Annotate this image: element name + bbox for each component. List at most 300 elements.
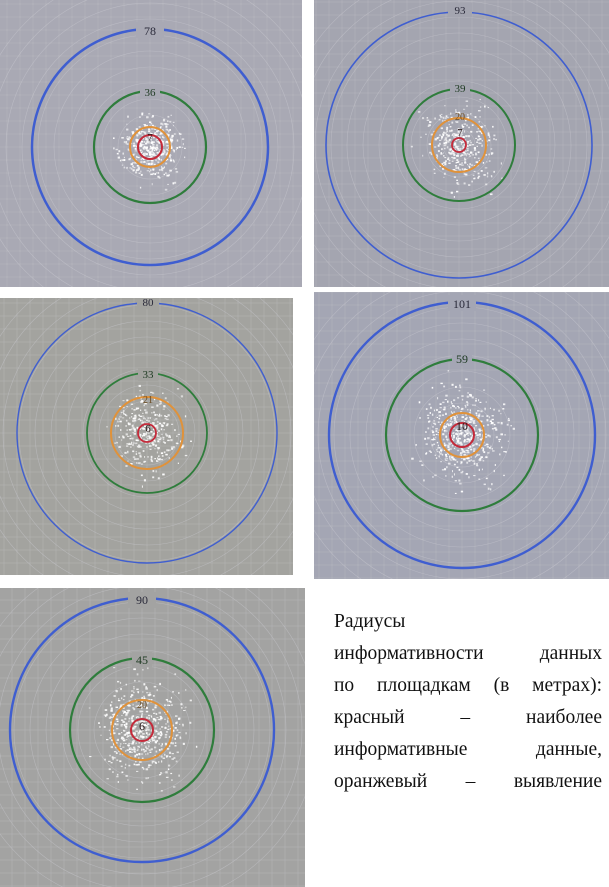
scatter-point — [129, 735, 132, 737]
scatter-point — [160, 415, 162, 417]
scatter-point — [470, 131, 472, 132]
scatter-point — [476, 414, 477, 416]
scatter-point — [465, 414, 467, 415]
scatter-point — [157, 152, 158, 154]
scatter-point — [114, 723, 116, 725]
scatter-point — [452, 161, 454, 162]
scatter-point — [133, 456, 135, 458]
scatter-point — [132, 444, 133, 446]
scatter-point — [123, 743, 124, 744]
scatter-point — [141, 749, 142, 751]
scatter-point — [491, 422, 494, 424]
scatter-point — [452, 153, 455, 155]
scatter-point — [157, 428, 159, 430]
scatter-point — [164, 429, 165, 430]
scatter-point — [145, 412, 148, 414]
caption — [334, 606, 602, 798]
scatter-point — [447, 146, 449, 148]
scatter-point — [139, 126, 141, 128]
scatter-point — [145, 753, 146, 755]
scatter-point — [479, 430, 482, 431]
scatter-point — [430, 407, 432, 409]
scatter-point — [436, 434, 438, 435]
scatter-point — [129, 136, 130, 137]
scatter-point — [461, 452, 462, 454]
scatter-point — [145, 688, 148, 690]
caption-line: информативности данных — [334, 643, 602, 664]
scatter-point — [454, 406, 456, 408]
scatter-point — [134, 728, 135, 729]
scatter-point — [142, 413, 143, 414]
scatter-point — [137, 733, 138, 735]
scatter-point — [133, 143, 135, 145]
scatter-point — [152, 169, 154, 171]
scatter-point — [159, 414, 160, 416]
scatter-point — [133, 418, 135, 420]
scatter-point — [471, 446, 472, 448]
scatter-point — [142, 733, 145, 734]
scatter-point — [130, 747, 132, 748]
scatter-point — [480, 439, 481, 441]
scatter-point — [473, 475, 475, 476]
scatter-point — [157, 148, 158, 150]
scatter-point — [469, 394, 472, 395]
scatter-point — [490, 408, 491, 409]
scatter-point — [434, 410, 435, 412]
scatter-point — [112, 756, 114, 758]
scatter-point — [137, 440, 139, 442]
scatter-point — [478, 415, 481, 417]
scatter-point — [127, 429, 128, 431]
scatter-point — [161, 760, 162, 762]
scatter-point — [432, 430, 433, 432]
scatter-point — [170, 773, 172, 774]
scatter-point — [485, 456, 487, 458]
scatter-point — [147, 438, 149, 440]
scatter-point — [498, 439, 501, 440]
scatter-point — [131, 438, 133, 440]
scatter-point — [160, 772, 162, 773]
scatter-point — [455, 165, 457, 167]
scatter-point — [437, 397, 438, 399]
scatter-point — [156, 149, 157, 150]
scatter-point — [138, 692, 139, 694]
scatter-point — [511, 425, 512, 426]
scatter-point — [429, 404, 431, 406]
scatter-point — [441, 148, 443, 150]
scatter-point — [170, 158, 172, 159]
scatter-point — [448, 135, 450, 137]
scatter-point — [154, 458, 156, 459]
scatter-point — [478, 440, 479, 441]
scatter-point — [453, 133, 456, 134]
scatter-point — [439, 134, 441, 136]
scatter-point — [164, 152, 166, 153]
scatter-point — [127, 461, 128, 462]
scatter-point — [426, 443, 428, 445]
scatter-point — [474, 150, 476, 151]
scatter-point — [146, 768, 149, 770]
scatter-point — [167, 423, 169, 424]
scatter-point — [440, 453, 442, 455]
scatter-point — [427, 427, 429, 429]
scatter-point — [162, 136, 163, 138]
scatter-point — [445, 456, 447, 458]
scatter-point — [146, 692, 148, 693]
scatter-point — [435, 455, 436, 456]
scatter-point — [142, 416, 144, 417]
scatter-point — [171, 115, 172, 116]
scatter-point — [122, 417, 124, 418]
scatter-point — [143, 148, 146, 149]
scatter-point — [163, 120, 165, 122]
scatter-point — [131, 690, 134, 691]
scatter-point — [488, 134, 490, 136]
scatter-point — [474, 171, 476, 172]
scatter-point — [466, 473, 468, 475]
scatter-point — [171, 780, 173, 781]
scatter-point — [434, 118, 435, 120]
scatter-point — [138, 753, 140, 755]
scatter-point — [147, 150, 149, 152]
scatter-point — [153, 423, 154, 424]
scatter-point — [126, 406, 127, 407]
scatter-point — [453, 399, 455, 401]
scatter-point — [461, 462, 462, 464]
scatter-point — [474, 147, 476, 149]
scatter-point — [488, 107, 489, 108]
scatter-point — [483, 390, 485, 391]
scatter-point — [159, 177, 161, 178]
scatter-point — [139, 761, 142, 763]
scatter-point — [150, 169, 151, 171]
site-plot-4 — [314, 292, 609, 579]
scatter-point — [128, 422, 130, 424]
scatter-point — [142, 669, 143, 670]
scatter-point — [129, 748, 130, 749]
scatter-point — [104, 759, 105, 761]
scatter-point — [151, 406, 154, 408]
scatter-point — [104, 715, 106, 716]
scatter-point — [440, 449, 442, 451]
scatter-point — [487, 419, 489, 421]
scatter-point — [436, 457, 437, 459]
scatter-point — [109, 768, 111, 770]
scatter-point — [150, 154, 152, 156]
scatter-point — [491, 152, 493, 154]
scatter-point — [141, 420, 142, 422]
scatter-point — [132, 451, 134, 453]
scatter-point — [419, 417, 421, 419]
scatter-point — [491, 148, 493, 150]
scatter-point — [171, 704, 172, 706]
scatter-point — [152, 476, 154, 478]
scatter-point — [480, 456, 483, 458]
scatter-point — [116, 752, 118, 754]
scatter-point — [434, 169, 436, 170]
scatter-point — [167, 729, 169, 730]
scatter-point — [447, 446, 449, 448]
scatter-point — [492, 126, 494, 128]
scatter-point — [480, 106, 481, 107]
scatter-point — [487, 176, 488, 178]
scatter-point — [444, 157, 446, 158]
scatter-point — [158, 719, 160, 720]
scatter-point — [435, 437, 436, 439]
scatter-point — [138, 462, 141, 464]
scatter-point — [141, 475, 143, 477]
scatter-point — [138, 757, 140, 758]
scatter-point — [458, 434, 460, 435]
scatter-point — [168, 768, 169, 770]
scatter-point — [126, 433, 128, 435]
scatter-point — [441, 136, 443, 138]
scatter-point — [140, 456, 142, 457]
scatter-point — [141, 131, 142, 133]
scatter-point — [169, 705, 171, 706]
scatter-point — [129, 718, 130, 720]
scatter-point — [478, 151, 480, 153]
scatter-point — [161, 428, 162, 430]
scatter-point — [458, 438, 461, 439]
scatter-point — [434, 173, 436, 174]
scatter-point — [457, 450, 459, 451]
scatter-point — [182, 147, 184, 148]
scatter-point — [490, 435, 491, 437]
green-radius-label: 59 — [456, 352, 468, 366]
scatter-point — [134, 764, 136, 766]
scatter-point — [180, 703, 182, 705]
scatter-point — [466, 441, 468, 442]
scatter-point — [149, 692, 150, 694]
scatter-point — [160, 774, 161, 775]
scatter-point — [446, 134, 448, 135]
scatter-point — [183, 143, 184, 145]
scatter-point — [446, 466, 447, 468]
scatter-point — [118, 781, 119, 783]
scatter-point — [155, 418, 157, 419]
scatter-point — [456, 182, 458, 184]
scatter-point — [121, 159, 124, 161]
scatter-point — [137, 169, 140, 171]
scatter-point — [471, 164, 473, 166]
scatter-point — [447, 445, 449, 447]
scatter-point — [438, 432, 440, 433]
scatter-point — [451, 421, 453, 423]
scatter-point — [443, 386, 445, 388]
scatter-point — [151, 412, 152, 413]
scatter-point — [453, 432, 455, 433]
scatter-point — [452, 476, 453, 478]
blue-radius-label: 78 — [144, 24, 156, 38]
scatter-point — [174, 738, 176, 740]
scatter-point — [447, 440, 448, 441]
scatter-point — [468, 127, 470, 129]
scatter-point — [125, 734, 126, 736]
scatter-point — [168, 726, 169, 728]
scatter-point — [453, 136, 455, 137]
scatter-point — [467, 452, 469, 453]
scatter-point — [168, 450, 169, 452]
scatter-point — [131, 720, 133, 721]
scatter-point — [147, 729, 149, 731]
scatter-point — [121, 697, 122, 699]
scatter-point — [441, 451, 442, 453]
scatter-point — [135, 743, 137, 744]
scatter-point — [150, 147, 153, 149]
scatter-point — [469, 163, 471, 165]
scatter-point — [140, 416, 143, 417]
scatter-point — [123, 740, 126, 741]
scatter-point — [165, 743, 167, 745]
scatter-point — [169, 170, 172, 172]
scatter-point — [177, 388, 179, 389]
scatter-point — [503, 475, 505, 476]
scatter-point — [128, 149, 129, 151]
scatter-point — [165, 734, 167, 736]
scatter-point — [171, 135, 173, 137]
scatter-point — [502, 408, 504, 410]
scatter-point — [419, 401, 421, 403]
scatter-point — [182, 724, 184, 726]
scatter-point — [477, 139, 480, 141]
scatter-point — [427, 117, 429, 118]
scatter-point — [158, 447, 160, 449]
scatter-point — [466, 450, 468, 451]
scatter-point — [154, 399, 155, 400]
scatter-point — [161, 425, 164, 427]
scatter-point — [440, 153, 442, 155]
scatter-point — [491, 483, 493, 485]
scatter-point — [130, 158, 132, 159]
scatter-point — [129, 417, 130, 418]
scatter-point — [433, 423, 435, 424]
scatter-point — [444, 173, 446, 175]
scatter-point — [473, 421, 475, 423]
scatter-point — [464, 154, 465, 156]
scatter-point — [163, 149, 164, 151]
scatter-point — [461, 395, 463, 397]
scatter-point — [124, 157, 125, 158]
scatter-point — [468, 476, 469, 478]
scatter-point — [411, 146, 413, 148]
scatter-point — [451, 157, 452, 158]
scatter-point — [493, 135, 495, 137]
scatter-point — [445, 118, 447, 119]
scatter-point — [171, 139, 173, 141]
scatter-point — [468, 117, 470, 119]
scatter-point — [449, 456, 451, 458]
scatter-point — [470, 457, 472, 458]
scatter-point — [155, 741, 157, 743]
scatter-point — [135, 731, 138, 732]
scatter-point — [190, 700, 192, 702]
scatter-point — [135, 761, 136, 762]
scatter-point — [134, 169, 136, 170]
scatter-point — [430, 452, 432, 454]
scatter-point — [499, 441, 500, 443]
scatter-point — [105, 709, 108, 711]
scatter-point — [416, 444, 417, 446]
scatter-point — [184, 148, 186, 149]
scatter-point — [141, 754, 143, 755]
scatter-point — [119, 436, 120, 438]
scatter-point — [166, 149, 167, 150]
scatter-point — [487, 435, 489, 437]
scatter-point — [169, 121, 171, 123]
scatter-point — [154, 414, 156, 416]
scatter-point — [424, 438, 426, 440]
scatter-point — [165, 454, 168, 456]
scatter-point — [421, 464, 423, 466]
scatter-point — [446, 430, 448, 431]
scatter-point — [161, 452, 163, 454]
scatter-point — [126, 775, 128, 777]
scatter-point — [148, 777, 149, 778]
scatter-point — [488, 133, 490, 135]
scatter-point — [484, 125, 486, 126]
scatter-point — [131, 743, 133, 745]
scatter-point — [484, 484, 486, 486]
scatter-point — [470, 142, 472, 144]
scatter-point — [126, 684, 127, 686]
scatter-point — [480, 410, 482, 412]
scatter-point — [439, 455, 440, 457]
scatter-point — [481, 170, 483, 172]
scatter-point — [107, 778, 109, 779]
scatter-point — [467, 142, 468, 144]
scatter-point — [434, 146, 436, 147]
scatter-point — [134, 415, 136, 416]
scatter-point — [466, 125, 468, 127]
scatter-point — [178, 718, 180, 720]
scatter-point — [146, 440, 148, 441]
caption-line: оранжевый – выявление — [334, 771, 602, 792]
scatter-point — [461, 444, 463, 445]
scatter-point — [147, 436, 149, 437]
scatter-point — [176, 722, 178, 723]
scatter-point — [139, 173, 141, 174]
scatter-point — [164, 415, 166, 417]
scatter-point — [111, 702, 112, 703]
scatter-point — [136, 128, 138, 130]
scatter-point — [124, 452, 126, 454]
scatter-point — [168, 134, 170, 136]
scatter-point — [104, 726, 106, 728]
scatter-point — [136, 754, 138, 756]
scatter-point — [432, 414, 433, 416]
scatter-point — [170, 160, 172, 162]
scatter-point — [137, 749, 138, 750]
scatter-point — [479, 435, 481, 437]
scatter-point — [127, 749, 129, 750]
scatter-point — [430, 412, 431, 414]
scatter-point — [125, 465, 127, 467]
scatter-point — [143, 683, 145, 685]
scatter-point — [477, 410, 480, 411]
scatter-point — [174, 133, 176, 134]
green-radius-label: 33 — [142, 369, 154, 381]
scatter-point — [164, 451, 166, 453]
scatter-point — [440, 424, 441, 425]
scatter-point — [185, 415, 186, 417]
scatter-point — [164, 754, 165, 756]
scatter-point — [144, 141, 146, 143]
scatter-point — [466, 101, 469, 102]
scatter-point — [456, 162, 458, 163]
scatter-point — [131, 404, 133, 406]
scatter-point — [173, 182, 175, 184]
